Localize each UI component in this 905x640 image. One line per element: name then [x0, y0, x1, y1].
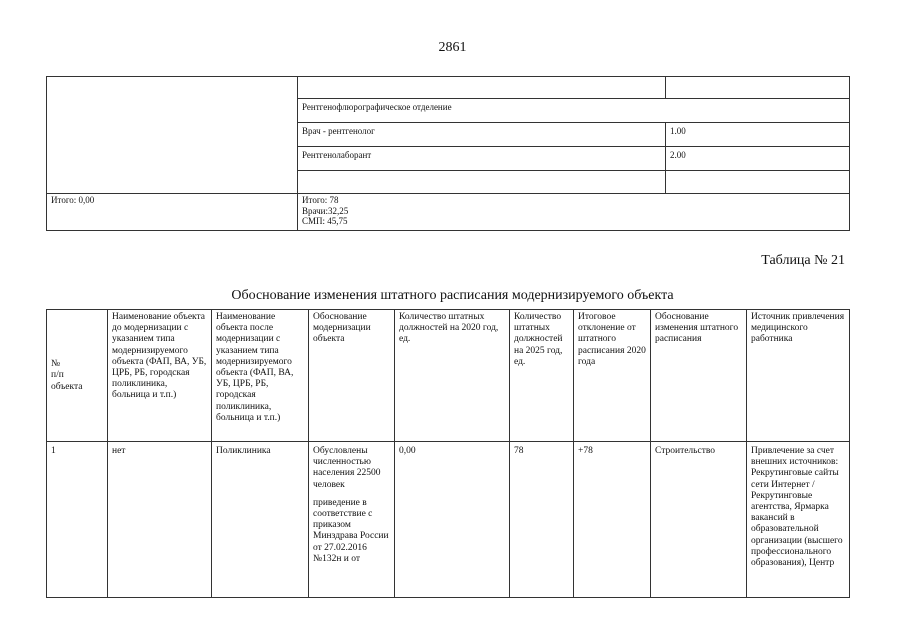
empty-cell	[298, 171, 666, 194]
table-row	[47, 99, 850, 123]
page-number: 2861	[438, 40, 467, 55]
position-name: Врач - рентгенолог	[298, 123, 666, 147]
empty-cell	[47, 123, 298, 147]
totals-right	[298, 194, 850, 231]
totals-row	[47, 194, 850, 231]
cell-object-before: нет	[108, 442, 212, 598]
header-change-reason: Обоснование изменения штатного расписания	[651, 310, 747, 442]
header-count-2020: Количество штатных должностей на 2020 год, ед.	[395, 310, 510, 442]
cell-deviation: +78	[574, 442, 651, 598]
staffing-summary-table	[46, 76, 850, 231]
position-value: 1.00	[666, 123, 850, 147]
total-all: Итого: 78	[302, 195, 339, 205]
table-row	[47, 171, 850, 194]
header-num	[47, 310, 108, 442]
empty-cell	[666, 77, 850, 99]
header-justification: Обоснование модернизации объекта	[309, 310, 395, 442]
empty-cell	[47, 171, 298, 194]
header-row	[47, 310, 850, 442]
position-name: Рентгенолаборант	[298, 147, 666, 171]
justification-paragraph: приведение в соответствие с приказом Минздрава России от 27.02.2016 №132н и от	[313, 497, 389, 564]
header-deviation: Итоговое отклонение от штатного расписания 2020 года	[574, 310, 651, 442]
empty-cell	[47, 147, 298, 171]
header-count-2025: Количество штатных должностей на 2025 год, ед.	[510, 310, 574, 442]
empty-cell	[666, 171, 850, 194]
cell-justification	[309, 442, 395, 598]
table-caption: Таблица № 21	[761, 253, 845, 268]
cell-change-reason: Строительство	[651, 442, 747, 598]
position-value: 2.00	[666, 147, 850, 171]
cell-object-after: Поликлиника	[212, 442, 309, 598]
total-doctors: Врачи:32,25	[302, 205, 349, 216]
justification-paragraph: Обусловлены численностью населения 22500 человек	[313, 446, 381, 490]
table-row	[47, 442, 850, 598]
header-object-before: Наименование объекта до модернизации с указанием типа модернизируемого объекта (ФАП, ВА, УБ, ЦРБ, РБ, городская поликлиника, больница и т.п.)	[108, 310, 212, 442]
table-row	[47, 123, 850, 147]
cell-source: Привлечение за счет внешних источников: Рекрутинговые сайты сети Интернет / Рекрутинговые агентства, Ярмарка вакансий в образовательной организации (высшего профессионального образования), Центр	[747, 442, 850, 598]
header-num-line: объекта	[51, 381, 83, 392]
header-source: Источник привлечения медицинского работника	[747, 310, 850, 442]
totals-left: Итого: 0,00	[47, 194, 298, 231]
table-row	[47, 147, 850, 171]
empty-cell	[298, 77, 666, 99]
header-num-line: п/п	[51, 370, 64, 381]
section-label: Рентгенофлюрографическое отделение	[298, 99, 850, 123]
cell-num: 1	[47, 442, 108, 598]
total-nurses: СМП: 45,75	[302, 216, 348, 226]
empty-cell	[47, 99, 298, 123]
header-num-line: №	[51, 359, 61, 370]
table-row	[47, 77, 850, 99]
modernization-table	[46, 309, 850, 598]
table-title: Обоснование изменения штатного расписания модернизируемого объекта	[231, 288, 674, 303]
header-object-after: Наименование объекта после модернизации с указанием типа модернизируемого объекта (ФАП, ВА, УБ, ЦРБ, РБ, городская поликлиника, больница и т.п.)	[212, 310, 309, 442]
cell-count-2025: 78	[510, 442, 574, 598]
empty-cell	[47, 77, 298, 99]
cell-count-2020: 0,00	[395, 442, 510, 598]
